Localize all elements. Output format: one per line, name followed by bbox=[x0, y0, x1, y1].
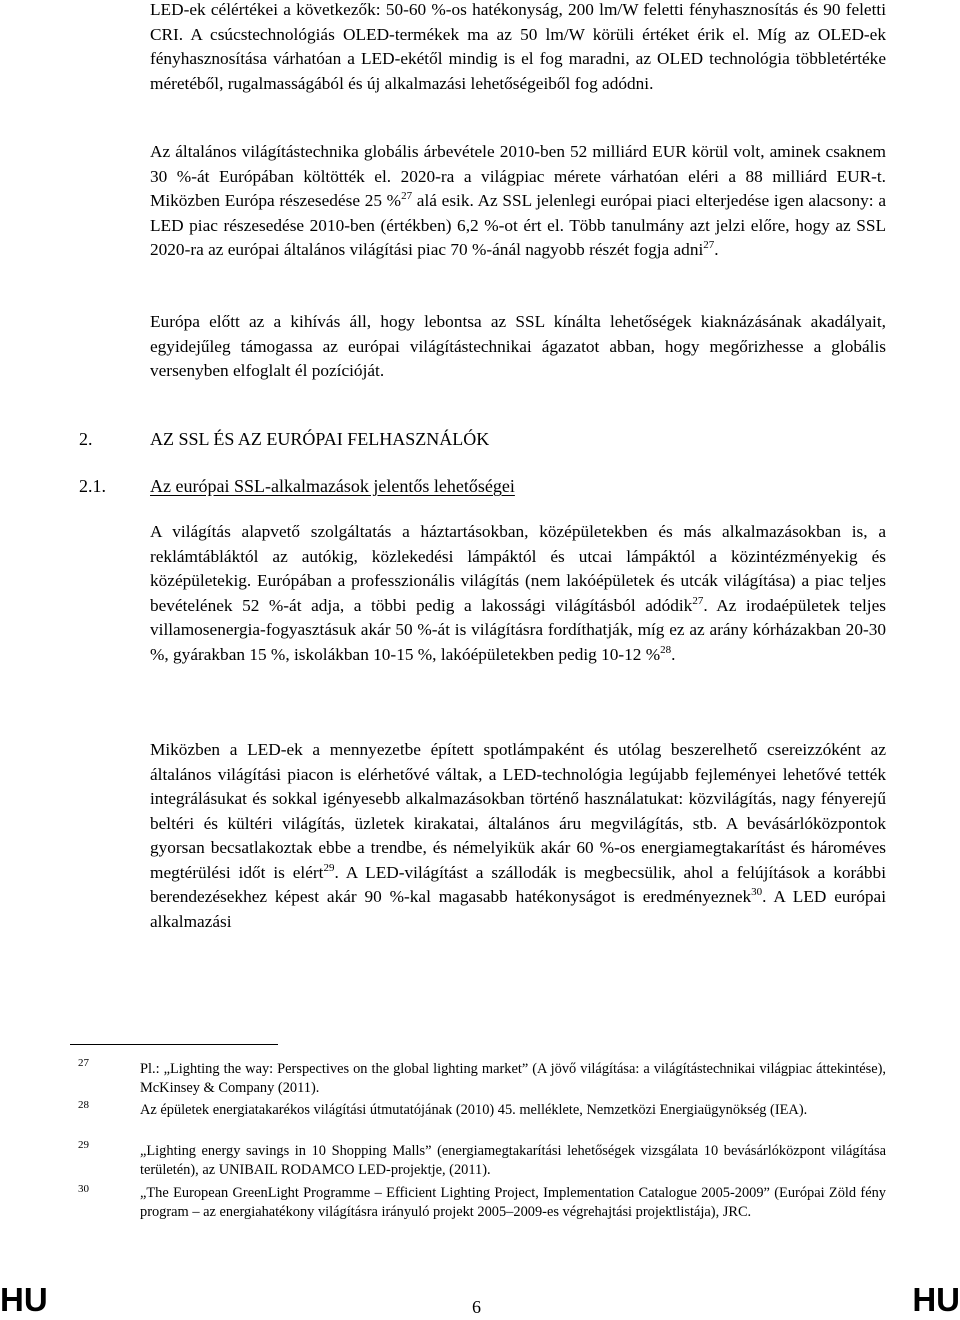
footnote-ref[interactable]: 30 bbox=[751, 886, 763, 898]
footer-language-left: HU bbox=[0, 1281, 48, 1318]
footnote-number: 28 bbox=[78, 1099, 89, 1111]
footnote-28: Az épületek energiatakarékos világítási útmutatójának (2010) 45. melléklete, Nemzetközi Energiaügynökség (IEA). bbox=[140, 1102, 808, 1118]
footnote-number: 27 bbox=[78, 1057, 89, 1069]
paragraph-led-applications: Miközben a LED-ek a mennyezetbe épített spotlámpaként és utólag beszerelhető csereizzóként az általános világítási piacon is elérhetővé váltak, a LED-technológia legújabb fejleményei lehetővé tették integrálásukat és sokkal igényesebb alkalmazásokban történő használatukat: közvilágítás, nagy fényerejű beltéri és kültéri világítás, üzletek kirakatai, általános áru megvilágítás, stb. A bevásárlóközpontok gyorsan becsatlakoztak ebbe a trendbe, és némelyikük akár 60 %-os energiamegtakarítást és hároméves megtérülési időt is elért$^{29}$. A LED-világítást a szállodák is megbecsülik, ahol a felújítások a korábbi berendezésekhez képest akár 90 %-kal magasabb hatékonyságot is eredményeznek$^{30}$. A LED európai alkalmazási bbox=[150, 740, 887, 931]
page-number: 6 bbox=[472, 1297, 481, 1317]
footnote-separator bbox=[70, 1044, 278, 1045]
footnote-ref[interactable]: 28 bbox=[660, 643, 672, 656]
footnote-27: Pl.: „Lighting the way: Perspectives on the global lighting market” (A jövő világítása: a világítástechnikai világpiac áttekintése), McKinsey & Company (2011). bbox=[140, 1061, 886, 1096]
footnote-ref[interactable]: 29 bbox=[323, 861, 335, 874]
footnote-29: „Lighting energy savings in 10 Shopping Malls” (energiamegtakarítási lehetőségek vizsgálata 10 bevásárlóközpont világítása területén), az UNIBAIL RODAMCO LED-projektje, (2011). bbox=[140, 1143, 886, 1178]
subsection-title: Az európai SSL-alkalmazások jelentős lehetőségei bbox=[150, 476, 515, 496]
subsection-heading bbox=[79, 474, 910, 498]
footnote-30: „The European GreenLight Programme – Efficient Lighting Project, Implementation Catalogue 2005-2009” (Európai Zöld fény program – az energiahatékony világításra irányuló projekt 2005–2009-es végrehajtási projektlistája), JRC. bbox=[140, 1185, 886, 1220]
footnote-ref[interactable]: 27 bbox=[692, 594, 704, 607]
footnote-ref[interactable]: 27 bbox=[703, 239, 715, 251]
footnote-number: 29 bbox=[78, 1139, 89, 1151]
section-number: 2. bbox=[79, 429, 93, 449]
footer-language-right: HU bbox=[912, 1281, 960, 1318]
footnote-number: 30 bbox=[78, 1183, 89, 1195]
paragraph-market-revenue: Az általános világítástechnika globális árbevétele 2010-ben 52 milliárd EUR körül volt, aminek csaknem 30 %-át Európában költötték el. 2020-ra a világpiac mérete várhatóan eléri a 88 milliárd EUR-t. Miközben Európa részesedése 25 %$^{27}$ alá esik. Az SSL jelenlegi európai piaci elterjedése igen alacsony: a LED piac részesedése 2010-ben (értékben) 6,2 %-ot ért el. Több tanulmány azt jelzi előre, hogy az SSL 2020-ra az európai általános világítási piac 70 %-ánál nagyobb részét fogja adni$^{27}$. bbox=[150, 142, 886, 259]
footnote-ref[interactable]: 27 bbox=[401, 190, 413, 202]
paragraph-lighting-services: A világítás alapvető szolgáltatás a háztartásokban, középületekben és más alkalmazásokban is, a reklámtábláktól az autókig, közlekedési lámpáktól és utcai lámpáktól a közintézményekig és középületekig. Európában a professzionális világítás (nem lakóépületek és utcák világítása) a piac teljes bevételének 52 %-át adja, a többi pedig a lakossági világításból adódik$^{27}$. Az irodaépületek teljes villamosenergia-fogyasztásuk akár 50 %-át is világításra fordíthatják, míg ez az arány kórházakban 20-30 %, gyárakban 15 %, iskolákban 10-15 %, lakóépületekben pedig 10-12 %$^{28}$. bbox=[150, 522, 887, 664]
subsection-number: 2.1. bbox=[79, 476, 106, 496]
section-title: AZ SSL ÉS AZ EURÓPAI FELHASZNÁLÓK bbox=[150, 429, 490, 449]
paragraph-oled-targets: LED-ek célértékei a következők: 50-60 %-os hatékonyság, 200 lm/W feletti fényhasznosítás és 90 feletti CRI. A csúcstechnológiás OLED-termékek ma az 50 lm/W körüli értéket érik el. Míg az OLED-ek fényhasznosítása várhatóan a LED-ekétől mindig is el fog maradni, az OLED technológia többletértéke méretéből, rugalmasságából és új alkalmazási lehetőségeiből fog adódni. bbox=[150, 0, 886, 93]
paragraph-europe-challenge: Európa előtt az a kihívás áll, hogy lebontsa az SSL kínálta lehetőségek kiaknázásának akadályait, egyidejűleg támogassa az európai világítástechnikai ágazatot abban, hogy megőrizhesse a globális versenyben elfoglalt él pozícióját. bbox=[150, 312, 886, 380]
section-heading bbox=[79, 427, 910, 451]
